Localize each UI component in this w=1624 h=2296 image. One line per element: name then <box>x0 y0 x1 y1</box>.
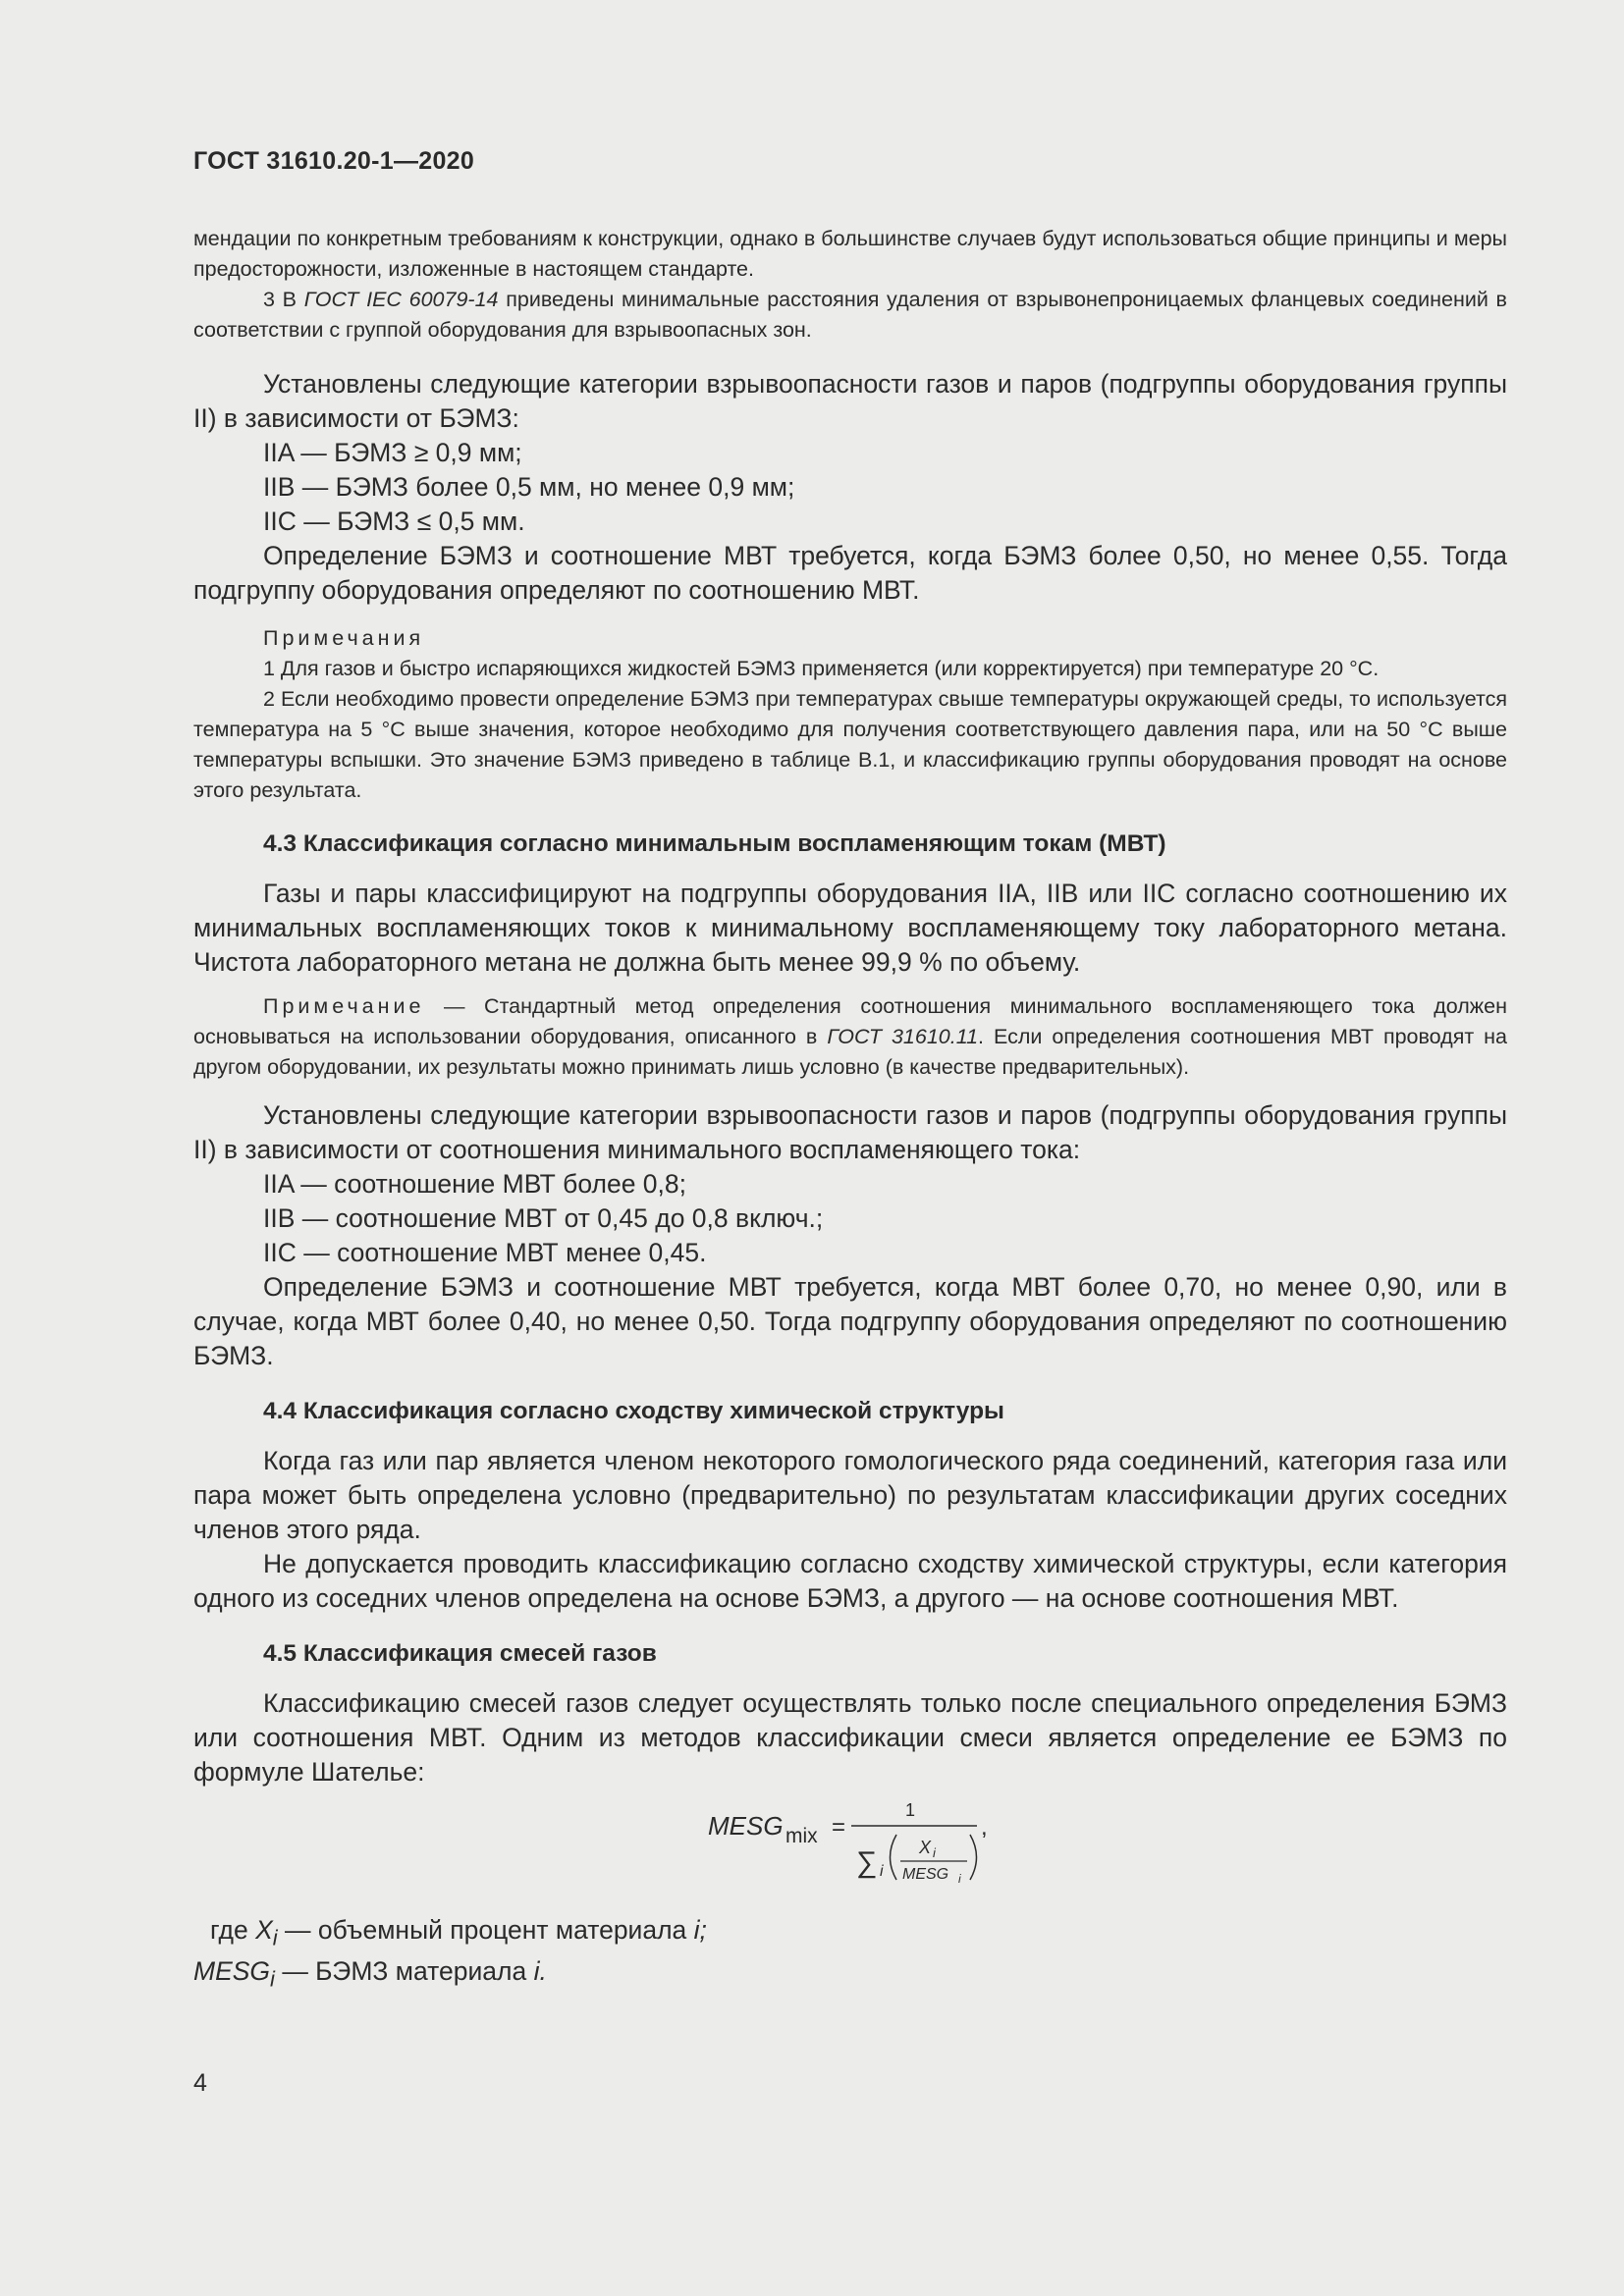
paragraph: Определение БЭМЗ и соотношение МВТ требуется, когда МВТ более 0,70, но менее 0,90, или в случае, когда МВТ более 0,40, но менее 0,50. Тогда подгруппу оборудования определяют по соотношению БЭМЗ. <box>193 1272 1507 1370</box>
list-item: IIC — соотношение МВТ менее 0,45. <box>263 1238 707 1267</box>
formula-lhs: MESG <box>708 1811 784 1841</box>
formula-sum-sign: ∑ <box>856 1846 878 1879</box>
formula-inner-denominator-subscript: i <box>958 1872 961 1886</box>
formula-sum-index: i <box>880 1863 884 1880</box>
paragraph-mesg-intro: Установлены следующие категории взрывоопасности газов и паров (подгруппы оборудования группы II) в зависимости от БЭМЗ: <box>193 369 1507 433</box>
formula-legend <box>193 1913 1507 1997</box>
section-heading-4-4: 4.4 Классификация согласно сходству химической структуры <box>263 1398 1004 1424</box>
note-1: 1 Для газов и быстро испаряющихся жидкостей БЭМЗ применяется (или корректируется) при температуре 20 °C. <box>263 657 1380 680</box>
legend-line-x: где $X_i$ — объемный процент материала i; <box>210 1915 707 1950</box>
note-3: 3 В ГОСТ IEC 60079-14 приведены минимальные расстояния удаления от взрывонепроницаемых фланцевых соединений в соответствии с группой оборудования для взрывоопасных зон. <box>193 288 1507 342</box>
formula-equals: = <box>832 1814 846 1841</box>
notes-title: Примечания <box>263 626 425 650</box>
section-heading-4-3: 4.3 Классификация согласно минимальным воспламеняющим токам (МВТ) <box>263 830 1166 857</box>
list-item: IIB — БЭМЗ более 0,5 мм, но менее 0,9 мм; <box>263 472 795 502</box>
paragraph: Классификацию смесей газов следует осуществлять только после специального определения БЭМЗ или соотношения МВТ. Одним из методов классификации смеси является определение ее БЭМЗ по формуле Шателье: <box>193 1688 1507 1787</box>
list-item: IIA — соотношение МВТ более 0,8; <box>263 1169 687 1199</box>
formula-numerator: 1 <box>904 1800 916 1820</box>
paragraph: Газы и пары классифицируют на подгруппы оборудования IIA, IIB или IIC согласно соотношению их минимальных воспламеняющих токов к минимальному воспламеняющему току лабораторного метана. Чистота лабораторного метана не должна быть менее 99,9 % по объему. <box>193 879 1507 977</box>
paragraph-continuation: мендации по конкретным требованиям к конструкции, однако в большинстве случаев будут использоваться общие принципы и меры предосторожности, изложенные в настоящем стандарте. <box>193 227 1507 281</box>
formula-right-paren <box>970 1835 977 1880</box>
page-content <box>193 224 1507 1997</box>
paragraph: Когда газ или пар является членом некоторого гомологического ряда соединений, категория газа или пара может быть определена условно (предварительно) по результатам классификации других соседних членов этого ряда. <box>193 1446 1507 1544</box>
formula-inner-denominator: MESG <box>902 1866 949 1883</box>
list-item: IIA — БЭМЗ ≥ 0,9 мм; <box>263 438 522 467</box>
note-2: 2 Если необходимо провести определение БЭМЗ при температурах свыше температуры окружающей среды, то используется температура на 5 °C выше значения, которое необходимо для получения соответствующего давления пара, или на 50 °C выше температуры вспышки. Это значение БЭМЗ приведено в таблице В.1, и классификацию группы оборудования проводят на основе этого результата. <box>193 687 1507 802</box>
formula-left-paren <box>891 1835 897 1880</box>
list-item: IIB — соотношение МВТ от 0,45 до 0,8 включ.; <box>263 1203 824 1233</box>
legend-line-mesg: $MESG_i$ — БЭМЗ материала i. <box>193 1956 547 1992</box>
document-page <box>193 0 1507 2296</box>
page-number: 4 <box>193 2069 207 2097</box>
chatelier-formula <box>193 1793 1507 1892</box>
formula-lhs-subscript: mix <box>785 1825 818 1847</box>
formula-inner-numerator: X <box>918 1838 932 1857</box>
list-item: IIC — БЭМЗ ≤ 0,5 мм. <box>263 507 525 536</box>
standard-reference: ГОСТ 31610.11 <box>827 1025 979 1048</box>
paragraph: Установлены следующие категории взрывоопасности газов и паров (подгруппы оборудования группы II) в зависимости от соотношения минимального воспламеняющего тока: <box>193 1100 1507 1164</box>
formula-comma: , <box>981 1814 988 1841</box>
formula-graphic <box>193 1793 1507 1892</box>
paragraph: Не допускается проводить классификацию согласно сходству химической структуры, если категория одного из соседних членов определена на основе БЭМЗ, а другого — на основе соотношения МВТ. <box>193 1549 1507 1613</box>
section-heading-4-5: 4.5 Классификация смесей газов <box>263 1640 657 1667</box>
note-label: Примечание <box>263 994 425 1018</box>
formula-inner-numerator-subscript: i <box>933 1845 936 1860</box>
standard-reference: ГОСТ IEC 60079-14 <box>303 288 499 311</box>
standard-header: ГОСТ 31610.20-1—2020 <box>193 147 475 175</box>
paragraph-mesg-definition: Определение БЭМЗ и соотношение МВТ требуется, когда БЭМЗ более 0,50, но менее 0,55. Тогда подгруппу оборудования определяют по соотношению МВТ. <box>193 541 1507 605</box>
note: Примечание — Стандартный метод определения соотношения минимального воспламеняющего тока должен основываться на использовании оборудования, описанного в ГОСТ 31610.11. Если определения соотношения МВТ проводят на другом оборудовании, их результаты можно принимать лишь условно (в качестве предварительных). <box>193 994 1508 1079</box>
